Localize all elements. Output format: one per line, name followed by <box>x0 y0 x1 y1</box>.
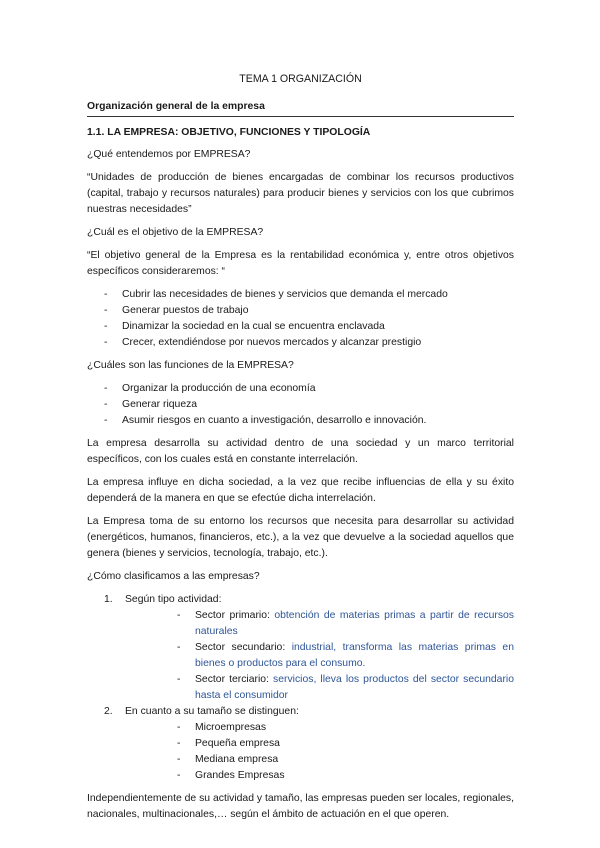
question-functions: ¿Cuáles son las funciones de la EMPRESA? <box>87 360 294 371</box>
sector-item <box>125 640 514 672</box>
subsection-heading: 1.1. LA EMPRESA: OBJETIVO, FUNCIONES Y TIPOLOGÍA <box>87 127 371 138</box>
paragraph-society: La empresa desarrolla su actividad dentro de una sociedad y un marco territorial específicos, con los cuales está en constante interrelación. <box>87 438 514 465</box>
objectives-list <box>87 287 514 351</box>
classification-item-size <box>87 704 514 784</box>
sectors-list <box>125 608 514 704</box>
sector-label: Sector secundario: <box>195 642 286 653</box>
list-item: - Cubrir las necesidades de bienes y servicios que demanda el mercado <box>87 287 514 303</box>
size-item: - Microempresas <box>125 720 514 736</box>
size-item: - Mediana empresa <box>125 752 514 768</box>
question-objective: ¿Cuál es el objetivo de la EMPRESA? <box>87 227 264 238</box>
list-item: - Crecer, extendiéndose por nuevos mercados y alcanzar prestigio <box>87 335 514 351</box>
paragraph-influence: La empresa influye en dicha sociedad, a la vez que recibe influencias de ella y su éxito dependerá de la manera en que se efectúe dicha interrelación. <box>87 477 514 504</box>
item-number: 1. <box>104 594 113 605</box>
sector-description: servicios, lleva los productos del sector secundario hasta el consumidor <box>195 674 515 701</box>
sector-item <box>125 608 514 640</box>
item-number: 2. <box>104 706 113 717</box>
sizes-list <box>125 720 514 784</box>
size-item: - Pequeña empresa <box>125 736 514 752</box>
list-item: - Organizar la producción de una economía <box>87 381 514 397</box>
section-heading: Organización general de la empresa <box>87 99 514 117</box>
list-item: - Generar riqueza <box>87 397 514 413</box>
sector-label: Sector primario: <box>195 610 270 621</box>
closing-paragraph: Independientemente de su actividad y tamaño, las empresas pueden ser locales, regionales, nacionales, multinacionales,… según el ámbito de actuación en el que operen. <box>87 793 514 820</box>
document-title: TEMA 1 ORGANIZACIÓN <box>239 73 362 85</box>
question-classification: ¿Cómo clasificamos a las empresas? <box>87 571 260 582</box>
classification-item-activity <box>87 592 514 704</box>
list-item: - Generar puestos de trabajo <box>87 303 514 319</box>
item-label: En cuanto a su tamaño se distinguen: <box>125 706 299 717</box>
company-definition: “Unidades de producción de bienes encargadas de combinar los recursos productivos (capital, trabajo y recursos naturales) para producir bienes y servicios con los que cubrimos nuestras necesidades” <box>87 172 514 215</box>
sector-item <box>125 672 514 704</box>
sector-description: obtención de materias primas a partir de recursos naturales <box>195 610 514 637</box>
list-item: - Asumir riesgos en cuanto a investigación, desarrollo e innovación. <box>87 413 514 429</box>
sector-label: Sector terciario: <box>195 674 269 685</box>
paragraph-resources: La Empresa toma de su entorno los recursos que necesita para desarrollar su actividad (energéticos, humanos, financieros, etc.), a la vez que devuelve a la sociedad aquellos que genera (bienes y servicios, tecnología, trabajo, etc.). <box>87 516 514 559</box>
functions-list <box>87 381 514 429</box>
question-what-is-company: ¿Qué entendemos por EMPRESA? <box>87 149 251 160</box>
classification-list <box>87 592 514 784</box>
item-label: Según tipo actividad: <box>125 594 222 605</box>
objective-intro: “El objetivo general de la Empresa es la rentabilidad económica y, entre otros objetivos específicos consideraremos: “ <box>87 250 514 277</box>
size-item: - Grandes Empresas <box>125 768 514 784</box>
list-item: - Dinamizar la sociedad en la cual se encuentra enclavada <box>87 319 514 335</box>
sector-description: industrial, transforma las materias primas en bienes o productos para el consumo. <box>195 642 514 669</box>
